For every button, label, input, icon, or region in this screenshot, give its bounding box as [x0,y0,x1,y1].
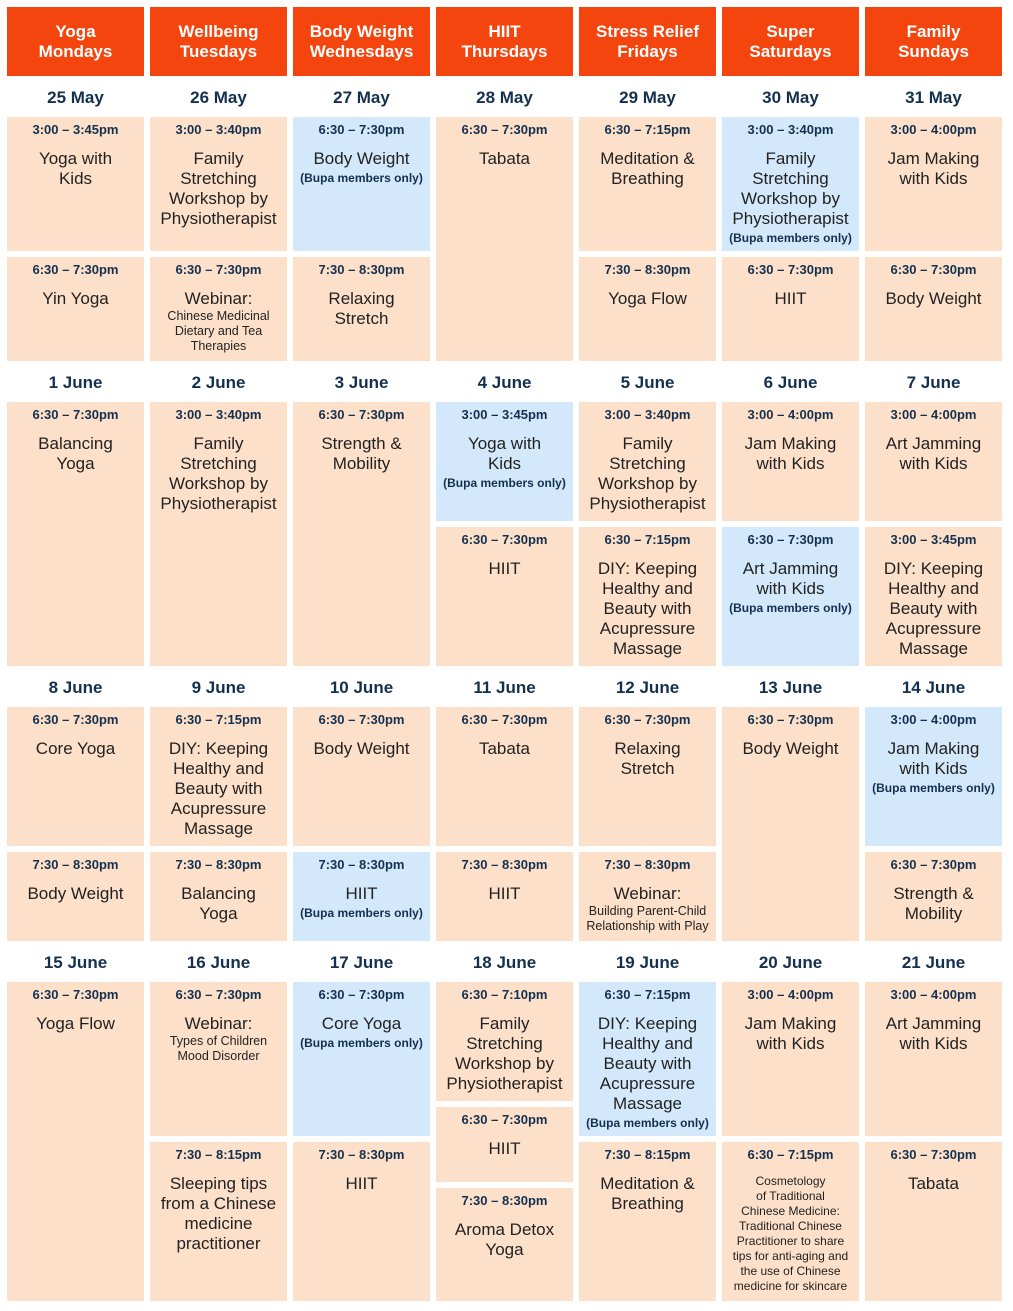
session-time: 6:30 – 7:30pm [604,712,691,727]
date-label: 19 June [615,953,680,972]
session-time: 3:00 – 4:00pm [890,407,977,422]
session-cell [150,982,287,1136]
session-cell [865,402,1002,521]
session-cell [293,257,430,361]
session-cell [722,982,859,1136]
session-time: 7:30 – 8:30pm [318,857,405,872]
session-time: 3:00 – 3:40pm [175,122,262,137]
session-cell [7,402,144,666]
session-time: 3:00 – 4:00pm [747,987,834,1002]
session-title: Webinar: [184,289,253,308]
session-title: Family Stretching Workshop by Physiotherapist [446,1014,563,1093]
session-time: 6:30 – 7:30pm [318,122,405,137]
session-title: Body Weight [885,289,982,308]
session-cell [7,707,144,846]
session-title: Tabata [478,739,531,758]
session-time: 7:30 – 8:30pm [461,1193,548,1208]
session-time: 3:00 – 4:00pm [747,407,834,422]
session-title: Jam Making with Kids [744,1014,837,1053]
session-title: Art Jamming with Kids [885,434,982,473]
session-time: 6:30 – 7:30pm [890,1147,977,1162]
session-time: 6:30 – 7:30pm [890,262,977,277]
session-time: 6:30 – 7:30pm [461,122,548,137]
session-title: Body Weight [313,739,410,758]
session-title: Family Stretching Workshop by Physiotherapist [160,434,277,513]
date-label: 28 May [476,88,533,107]
session-title: Art Jamming with Kids [742,559,839,598]
session-time: 7:30 – 8:15pm [175,1147,262,1162]
date-label: 15 June [43,953,108,972]
session-time: 6:30 – 7:30pm [890,857,977,872]
session-cell [7,852,144,941]
date-label: 18 June [472,953,537,972]
session-title: Webinar: [613,884,682,903]
session-title: Yoga Flow [608,289,687,308]
date-label: 13 June [758,678,823,697]
date-label: 25 May [47,88,104,107]
session-title: Tabata [478,149,531,168]
date-label: 20 June [758,953,823,972]
session-title: Meditation & Breathing [600,1174,695,1213]
bupa-members-note: (Bupa members only) [300,1036,423,1050]
session-subtitle: Types of Children Mood Disorder [169,1034,268,1063]
session-cell [293,707,430,846]
session-cell [436,1188,573,1301]
date-label: 21 June [901,953,966,972]
day-header: HIIT Thursdays [436,7,573,76]
date-label: 29 May [619,88,676,107]
session-title: Relaxing Stretch [614,739,681,778]
session-cell-bupa [722,117,859,251]
session-time: 3:00 – 3:40pm [175,407,262,422]
date-label: 17 June [329,953,394,972]
session-cell [436,707,573,846]
session-time: 6:30 – 7:30pm [747,712,834,727]
session-time: 6:30 – 7:30pm [318,712,405,727]
bupa-members-note: (Bupa members only) [729,601,852,615]
session-time: 6:30 – 7:30pm [461,712,548,727]
date-label: 30 May [762,88,819,107]
session-cell [722,257,859,361]
session-title: Yoga with Kids [467,434,542,473]
session-title: DIY: Keeping Healthy and Beauty with Acupressure Massage [597,559,698,658]
session-time: 7:30 – 8:30pm [318,262,405,277]
session-time: 6:30 – 7:30pm [318,407,405,422]
session-cell [436,982,573,1101]
session-time: 3:00 – 3:40pm [604,407,691,422]
day-header: Super Saturdays [722,7,859,76]
day-header: Family Sundays [865,7,1002,76]
date-label: 27 May [333,88,390,107]
day-header: Yoga Mondays [7,7,144,76]
session-time: 7:30 – 8:30pm [461,857,548,872]
session-title: Relaxing Stretch [328,289,395,328]
session-title: Yoga Flow [36,1014,115,1033]
session-cell [150,117,287,251]
session-time: 3:00 – 4:00pm [890,987,977,1002]
session-time: 7:30 – 8:30pm [604,262,691,277]
session-subtitle: Building Parent-Child Relationship with Play [586,904,709,933]
date-label: 2 June [191,373,246,392]
session-cell [436,117,573,361]
day-header: Body Weight Wednesdays [293,7,430,76]
session-cell-bupa [293,982,430,1136]
session-time: 7:30 – 8:30pm [318,1147,405,1162]
session-title: Art Jamming with Kids [885,1014,982,1053]
date-label: 5 June [620,373,675,392]
session-title: DIY: Keeping Healthy and Beauty with Acupressure Massage [597,1014,698,1113]
session-cell [579,117,716,251]
session-cell [579,707,716,846]
session-title: HIIT [488,559,521,578]
session-time: 6:30 – 7:30pm [461,1112,548,1127]
date-label: 4 June [477,373,532,392]
session-time: 7:30 – 8:30pm [32,857,119,872]
session-title: Meditation & Breathing [600,149,695,188]
session-cell-bupa [436,402,573,521]
session-cell [293,402,430,666]
session-time: 3:00 – 4:00pm [890,122,977,137]
session-time: 7:30 – 8:30pm [175,857,262,872]
date-label: 26 May [190,88,247,107]
session-time: 6:30 – 7:30pm [32,262,119,277]
session-cell [865,852,1002,941]
session-time: 6:30 – 7:30pm [747,262,834,277]
session-cell-bupa [293,117,430,251]
session-cell [722,707,859,941]
date-label: 1 June [48,373,103,392]
session-cell [150,402,287,666]
session-cell [7,117,144,251]
session-subtitle: Chinese Medicinal Dietary and Tea Therapies [167,309,270,353]
session-time: 3:00 – 3:45pm [461,407,548,422]
session-cell [150,852,287,941]
date-label: 6 June [763,373,818,392]
session-title: Body Weight [27,884,124,903]
session-time: 6:30 – 7:30pm [461,532,548,547]
session-title: Strength & Mobility [321,434,402,473]
session-time: 6:30 – 7:30pm [32,987,119,1002]
session-title: Family Stretching Workshop by Physiotherapist [732,149,849,228]
session-title: Tabata [907,1174,960,1193]
date-label: 7 June [906,373,961,392]
session-title: Family Stretching Workshop by Physiotherapist [589,434,706,513]
session-title: Aroma Detox Yoga [454,1220,555,1259]
day-header: Wellbeing Tuesdays [150,7,287,76]
session-time: 6:30 – 7:15pm [175,712,262,727]
session-title: Balancing Yoga [181,884,256,923]
session-title: Body Weight [313,149,410,168]
session-cell-bupa [293,852,430,941]
bupa-members-note: (Bupa members only) [586,1116,709,1130]
session-cell [436,527,573,666]
session-title: Sleeping tips from a Chinese medicine practitioner [160,1174,277,1253]
bupa-members-note: (Bupa members only) [443,476,566,490]
bupa-members-note: (Bupa members only) [729,231,852,245]
session-cell [865,527,1002,666]
session-time: 6:30 – 7:30pm [318,987,405,1002]
session-cell [293,1142,430,1301]
session-time: 3:00 – 3:45pm [32,122,119,137]
session-cell [579,1142,716,1301]
session-cell [150,1142,287,1301]
date-label: 3 June [334,373,389,392]
session-cell [436,1107,573,1182]
session-cell [865,117,1002,251]
session-title: Body Weight [742,739,839,758]
session-title: Yoga with Kids [38,149,113,188]
session-cell [150,707,287,846]
session-time: 6:30 – 7:10pm [461,987,548,1002]
session-cell [7,257,144,361]
session-title: Core Yoga [35,739,116,758]
date-label: 31 May [905,88,962,107]
session-cell [150,257,287,361]
session-cell [865,982,1002,1136]
session-time: 6:30 – 7:15pm [604,532,691,547]
session-title: HIIT [488,1139,521,1158]
session-time: 6:30 – 7:15pm [604,987,691,1002]
session-title: Strength & Mobility [893,884,974,923]
date-label: 8 June [48,678,103,697]
session-time: 6:30 – 7:30pm [175,987,262,1002]
session-title: HIIT [345,884,378,903]
session-time: 3:00 – 3:45pm [890,532,977,547]
session-cell-bupa [865,707,1002,846]
date-label: 9 June [191,678,246,697]
session-title: DIY: Keeping Healthy and Beauty with Acupressure Massage [883,559,984,658]
session-time: 6:30 – 7:15pm [604,122,691,137]
session-cell [579,257,716,361]
session-cell-bupa [579,982,716,1136]
session-cell [579,852,716,941]
session-time: 3:00 – 3:40pm [747,122,834,137]
session-description: Cosmetology of Traditional Chinese Medicine: Traditional Chinese Practitioner to share tips for anti-aging and the use of Chinese medicine for skincare [732,1174,849,1293]
session-time: 6:30 – 7:30pm [747,532,834,547]
session-title: Jam Making with Kids [887,149,980,188]
session-title: HIIT [488,884,521,903]
session-cell [722,402,859,521]
session-title: Yin Yoga [42,289,109,308]
session-time: 6:30 – 7:30pm [32,407,119,422]
session-time: 7:30 – 8:30pm [604,857,691,872]
session-title: DIY: Keeping Healthy and Beauty with Acupressure Massage [168,739,269,838]
session-cell [436,852,573,941]
session-title: HIIT [345,1174,378,1193]
session-time: 6:30 – 7:15pm [747,1147,834,1162]
session-title: Family Stretching Workshop by Physiotherapist [160,149,277,228]
session-title: Webinar: [184,1014,253,1033]
session-title: Core Yoga [321,1014,402,1033]
session-cell [579,527,716,666]
session-title: HIIT [774,289,807,308]
session-cell [722,1142,859,1301]
date-label: 12 June [615,678,680,697]
session-cell [865,1142,1002,1301]
session-time: 7:30 – 8:15pm [604,1147,691,1162]
bupa-members-note: (Bupa members only) [872,781,995,795]
session-title: Balancing Yoga [38,434,113,473]
session-time: 6:30 – 7:30pm [32,712,119,727]
date-label: 14 June [901,678,966,697]
session-time: 3:00 – 4:00pm [890,712,977,727]
session-cell [865,257,1002,361]
session-cell [7,982,144,1301]
date-label: 10 June [329,678,394,697]
bupa-members-note: (Bupa members only) [300,906,423,920]
session-cell [579,402,716,521]
session-time: 6:30 – 7:30pm [175,262,262,277]
bupa-members-note: (Bupa members only) [300,171,423,185]
day-header: Stress Relief Fridays [579,7,716,76]
session-cell-bupa [722,527,859,666]
session-title: Jam Making with Kids [744,434,837,473]
date-label: 16 June [186,953,251,972]
session-title: Jam Making with Kids [887,739,980,778]
date-label: 11 June [473,678,536,697]
